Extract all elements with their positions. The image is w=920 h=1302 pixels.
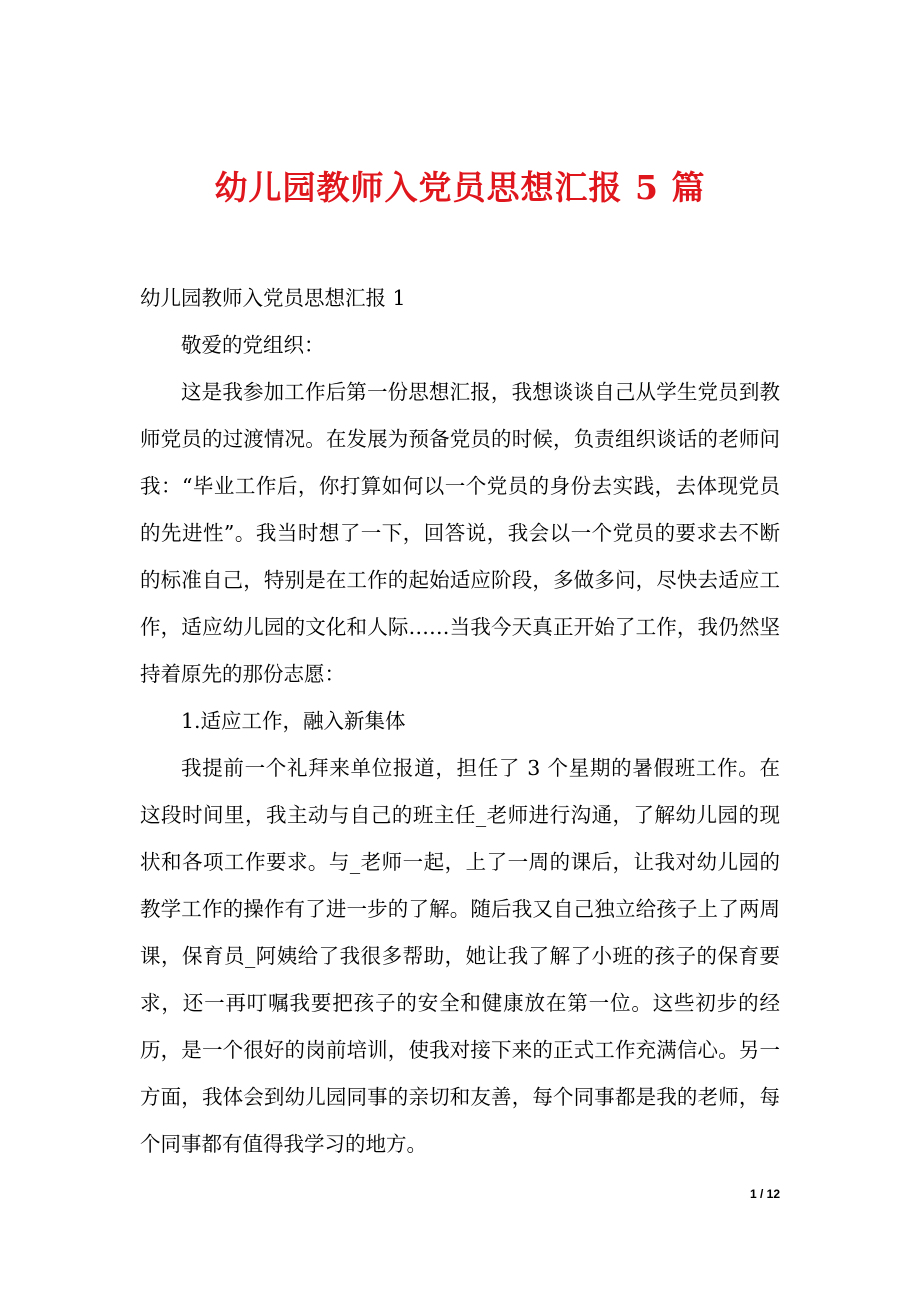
- subheading: 1.适应工作，融入新集体: [181, 709, 406, 733]
- document-title: 幼儿园教师入党员思想汇报 5 篇: [214, 168, 706, 208]
- document-body: [140, 275, 780, 1168]
- page-number: 1 / 12: [749, 1187, 780, 1201]
- section-heading: 幼儿园教师入党员思想汇报 1: [140, 286, 406, 310]
- salutation: 敬爱的党组织：: [181, 333, 325, 357]
- body-paragraph: 我提前一个礼拜来单位报道，担任了 3 个星期的暑假班工作。在这段时间里，我主动与自己的班主任_老师进行沟通，了解幼儿园的现状和各项工作要求。与_老师一起，上了一周的课后，让我对幼儿园的教学工作的操作有了进一步的了解。随后我又自己独立给孩子上了两周课，保育员_阿姨给了我很多帮助，她让我了解了小班的孩子的保育要求，还一再叮嘱我要把孩子的安全和健康放在第一位。这些初步的经历，是一个很好的岗前培训，使我对接下来的正式工作充满信心。另一方面，我体会到幼儿园同事的亲切和友善，每个同事都是我的老师，每个同事都有值得我学习的地方。: [140, 756, 780, 1156]
- body-paragraph: 这是我参加工作后第一份思想汇报，我想谈谈自己从学生党员到教师党员的过渡情况。在发展为预备党员的时候，负责组织谈话的老师问我：“毕业工作后，你打算如何以一个党员的身份去实践，去体现党员的先进性”。我当时想了一下，回答说，我会以一个党员的要求去不断的标准自己，特别是在工作的起始适应阶段，多做多问，尽快去适应工作，适应幼儿园的文化和人际……当我今天真正开始了工作，我仍然坚持着原先的那份志愿：: [140, 380, 780, 686]
